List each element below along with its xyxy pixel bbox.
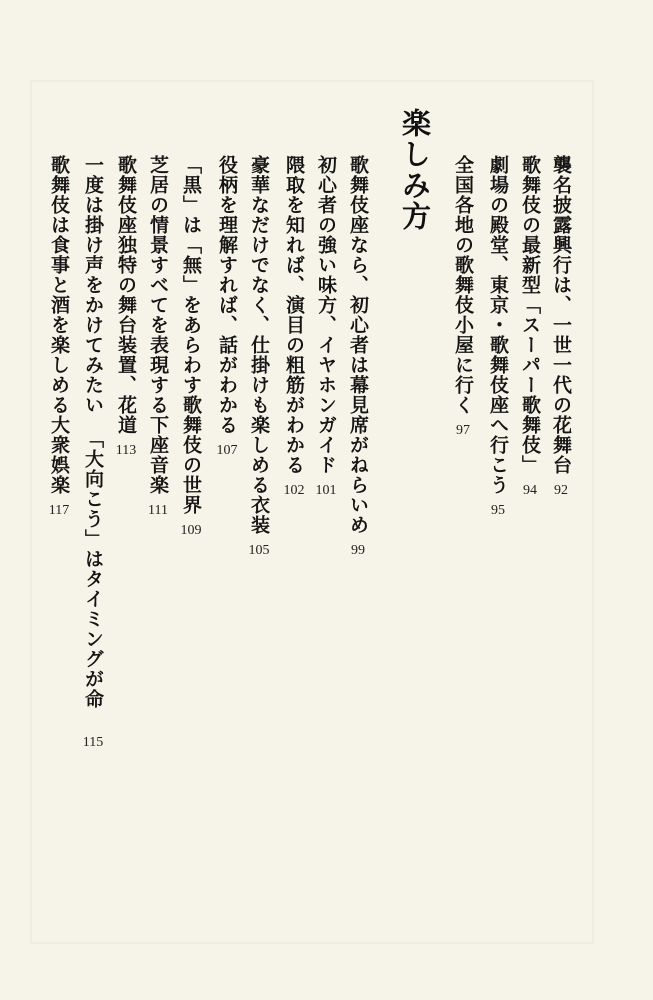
toc-entry[interactable] (46, 155, 72, 519)
toc-entry[interactable] (113, 155, 139, 459)
toc-entry-page: 115 (82, 735, 104, 750)
toc-entry-page: 101 (315, 483, 337, 498)
toc-entry-title: 歌舞伎座独特の舞台装置、花道 (115, 155, 137, 435)
section-title: 楽しみ方 (398, 108, 432, 232)
toc-entry-page: 99 (351, 543, 365, 558)
toc-entry-title: 劇場の殿堂、東京・歌舞伎座へ行こう (487, 155, 509, 495)
toc-entry-page: 117 (48, 503, 70, 518)
toc-entry-page: 111 (148, 503, 168, 518)
toc-entry[interactable] (178, 155, 204, 539)
toc-entry-title: 歌舞伎座なら、初心者は幕見席がねらいめ (347, 155, 369, 535)
toc-entry[interactable] (345, 155, 371, 559)
toc-entry-page: 105 (248, 543, 270, 558)
toc-entry[interactable] (281, 155, 307, 499)
toc-entry-page: 102 (283, 483, 305, 498)
toc-entry-title: 襲名披露興行は、一世一代の花舞台 (550, 155, 572, 475)
toc-entry-title: 豪華なだけでなく、仕掛けも楽しめる衣装 (248, 155, 270, 535)
toc-entry-page: 92 (554, 483, 568, 498)
toc-entry[interactable] (214, 155, 240, 459)
toc-entry[interactable] (246, 155, 272, 559)
toc-entry-page: 95 (491, 503, 505, 518)
toc-entry-page: 113 (115, 443, 137, 458)
toc-entry-title-part1: 一度は掛け声をかけてみたい (82, 155, 104, 415)
toc-entry[interactable] (313, 155, 339, 499)
toc-entry-title: 歌舞伎の最新型「スーパー歌舞伎」 (519, 155, 541, 475)
toc-entry[interactable] (145, 155, 171, 519)
toc-entry-page: 109 (180, 523, 202, 538)
toc-entry-title: 役柄を理解すれば、話がわかる (216, 155, 238, 435)
toc-entry-title: 芝居の情景すべてを表現する下座音楽 (147, 155, 169, 495)
toc-entry[interactable] (485, 155, 511, 519)
toc-entry-title: 全国各地の歌舞伎小屋に行く (452, 155, 474, 415)
toc-entry-title: 歌舞伎は食事と酒を楽しめる大衆娯楽 (48, 155, 70, 495)
toc-entry[interactable] (517, 155, 543, 499)
toc-entry-title: 初心者の強い味方、イヤホンガイド (315, 155, 337, 475)
toc-entry[interactable] (450, 155, 476, 439)
toc-entry-page: 107 (216, 443, 238, 458)
toc-entry-title: 「黒」は「無」をあらわす歌舞伎の世界 (180, 155, 202, 515)
toc-entry-page: 97 (456, 423, 470, 438)
toc-entry[interactable] (80, 155, 106, 751)
toc-entry[interactable] (548, 155, 574, 499)
toc-entry-title-part2: 「大向こう」はタイミングが命 (82, 429, 104, 709)
toc-entry-title: 隈取を知れば、演目の粗筋がわかる (283, 155, 305, 475)
toc-entry-page: 94 (523, 483, 537, 498)
